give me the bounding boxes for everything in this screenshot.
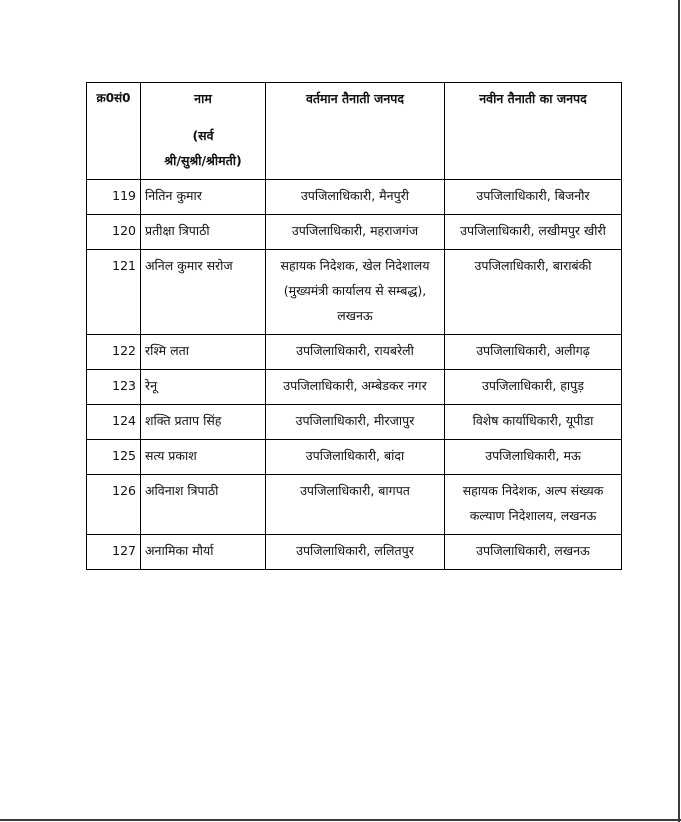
cell-current-posting: उपजिलाधिकारी, महराजगंज xyxy=(266,215,445,250)
cell-name: नितिन कुमार xyxy=(141,180,266,215)
cell-current-posting: उपजिलाधिकारी, ललितपुर xyxy=(266,535,445,570)
cell-current-posting: उपजिलाधिकारी, मीरजापुर xyxy=(266,405,445,440)
header-name-sub-2: श्री/सुश्री/श्रीमती) xyxy=(164,153,242,168)
cell-serial: 126 xyxy=(87,475,141,535)
table-row xyxy=(87,335,622,370)
header-current-posting: वर्तमान तैनाती जनपद xyxy=(266,83,445,180)
cell-serial: 119 xyxy=(87,180,141,215)
cell-name: रश्मि लता xyxy=(141,335,266,370)
cell-current-posting: उपजिलाधिकारी, रायबरेली xyxy=(266,335,445,370)
cell-new-posting: उपजिलाधिकारी, लखीमपुर खीरी xyxy=(445,215,622,250)
table-row xyxy=(87,475,622,535)
page-edge-bottom xyxy=(0,819,681,821)
header-new-posting: नवीन तैनाती का जनपद xyxy=(445,83,622,180)
table-header-row xyxy=(87,83,622,180)
cell-new-posting: उपजिलाधिकारी, हापुड़ xyxy=(445,370,622,405)
table-row xyxy=(87,180,622,215)
table-row xyxy=(87,215,622,250)
cell-current-posting: उपजिलाधिकारी, अम्बेडकर नगर xyxy=(266,370,445,405)
cell-name: अनिल कुमार सरोज xyxy=(141,250,266,335)
cell-serial: 122 xyxy=(87,335,141,370)
table-row xyxy=(87,535,622,570)
cell-serial: 125 xyxy=(87,440,141,475)
header-name-sub-1: (सर्व xyxy=(192,128,214,143)
table-row xyxy=(87,440,622,475)
cell-name: शक्ति प्रताप सिंह xyxy=(141,405,266,440)
cell-new-posting: उपजिलाधिकारी, बाराबंकी xyxy=(445,250,622,335)
cell-name: अनामिका मौर्या xyxy=(141,535,266,570)
cell-new-posting: उपजिलाधिकारी, अलीगढ़ xyxy=(445,335,622,370)
cell-new-posting: उपजिलाधिकारी, बिजनौर xyxy=(445,180,622,215)
header-name xyxy=(141,83,266,180)
table-row xyxy=(87,405,622,440)
table-row xyxy=(87,370,622,405)
cell-serial: 124 xyxy=(87,405,141,440)
cell-name: सत्य प्रकाश xyxy=(141,440,266,475)
cell-current-posting: सहायक निदेशक, खेल निदेशालय (मुख्यमंत्री कार्यालय से सम्बद्ध), लखनऊ xyxy=(266,250,445,335)
cell-new-posting: उपजिलाधिकारी, लखनऊ xyxy=(445,535,622,570)
cell-name: अविनाश त्रिपाठी xyxy=(141,475,266,535)
cell-new-posting: सहायक निदेशक, अल्प संख्यक कल्याण निदेशालय, लखनऊ xyxy=(445,475,622,535)
header-name-label: नाम xyxy=(194,91,212,106)
cell-new-posting: विशेष कार्याधिकारी, यूपीडा xyxy=(445,405,622,440)
transfer-table xyxy=(86,82,622,570)
cell-serial: 127 xyxy=(87,535,141,570)
cell-serial: 120 xyxy=(87,215,141,250)
cell-current-posting: उपजिलाधिकारी, बांदा xyxy=(266,440,445,475)
cell-current-posting: उपजिलाधिकारी, मैनपुरी xyxy=(266,180,445,215)
cell-serial: 123 xyxy=(87,370,141,405)
page-edge-right xyxy=(678,0,680,822)
header-serial: क्र0सं0 xyxy=(87,83,141,180)
cell-new-posting: उपजिलाधिकारी, मऊ xyxy=(445,440,622,475)
cell-name: रेनू xyxy=(141,370,266,405)
table-row xyxy=(87,250,622,335)
cell-name: प्रतीक्षा त्रिपाठी xyxy=(141,215,266,250)
cell-current-posting: उपजिलाधिकारी, बागपत xyxy=(266,475,445,535)
cell-serial: 121 xyxy=(87,250,141,335)
